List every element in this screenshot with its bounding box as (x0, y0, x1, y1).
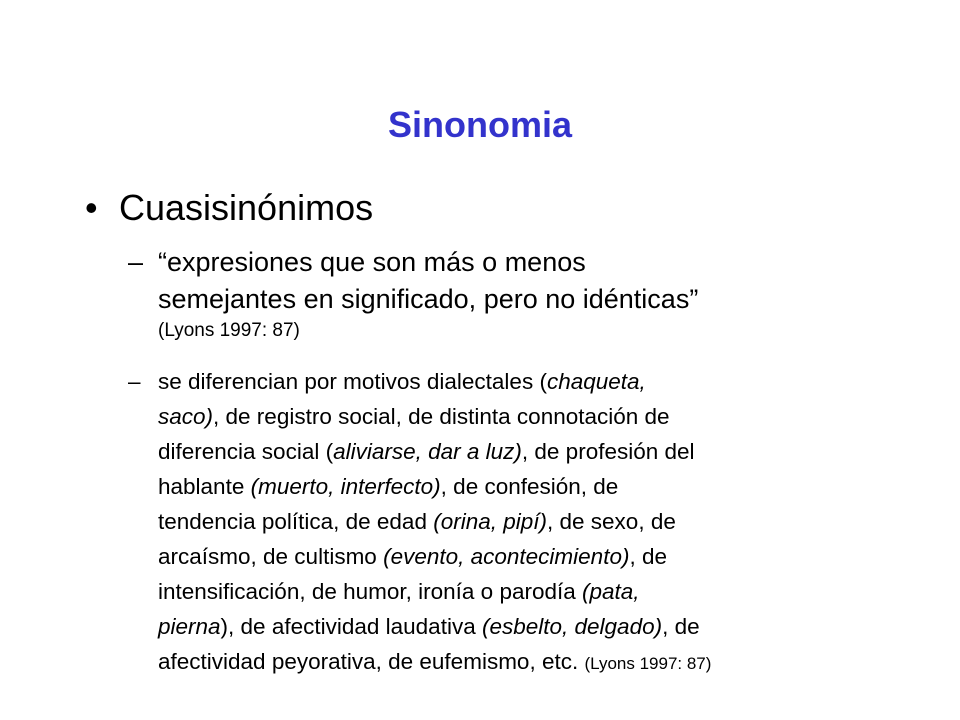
bullet-heading: Cuasisinónimos (119, 187, 374, 228)
dash-icon: – (128, 369, 141, 394)
list-line: diferencia social (aliviarse, dar a luz), de profesión del (158, 439, 695, 464)
list-line: hablante (muerto, interfecto), de confesión, de (158, 474, 619, 499)
quote-line-1: “expresiones que son más o menos (158, 247, 586, 277)
list-line: saco), de registro social, de distinta connotación de (158, 404, 670, 429)
list-line: arcaísmo, de cultismo (evento, acontecimiento), de (158, 544, 667, 569)
list-line: se diferencian por motivos dialectales (chaqueta, (158, 369, 646, 394)
list-line: pierna), de afectividad laudativa (esbelto, delgado), de (158, 614, 700, 639)
list-text (158, 364, 868, 681)
list-line: afectividad peyorativa, de eufemismo, etc. (Lyons 1997: 87) (158, 649, 712, 674)
list-line: intensificación, de humor, ironía o parodía (pata, (158, 579, 640, 604)
bullet-icon: • (85, 187, 98, 228)
list-citation: (Lyons 1997: 87) (584, 654, 712, 673)
dash-icon: – (128, 247, 144, 277)
sub-item-list (128, 364, 868, 681)
slide-title: Sinonomia (387, 104, 572, 145)
list-line: tendencia política, de edad (orina, pipí), de sexo, de (158, 509, 676, 534)
quote-citation: (Lyons 1997: 87) (158, 320, 300, 341)
quote-line-2: semejantes en significado, pero no idénticas” (158, 284, 699, 314)
sub-item-quote (128, 244, 868, 344)
